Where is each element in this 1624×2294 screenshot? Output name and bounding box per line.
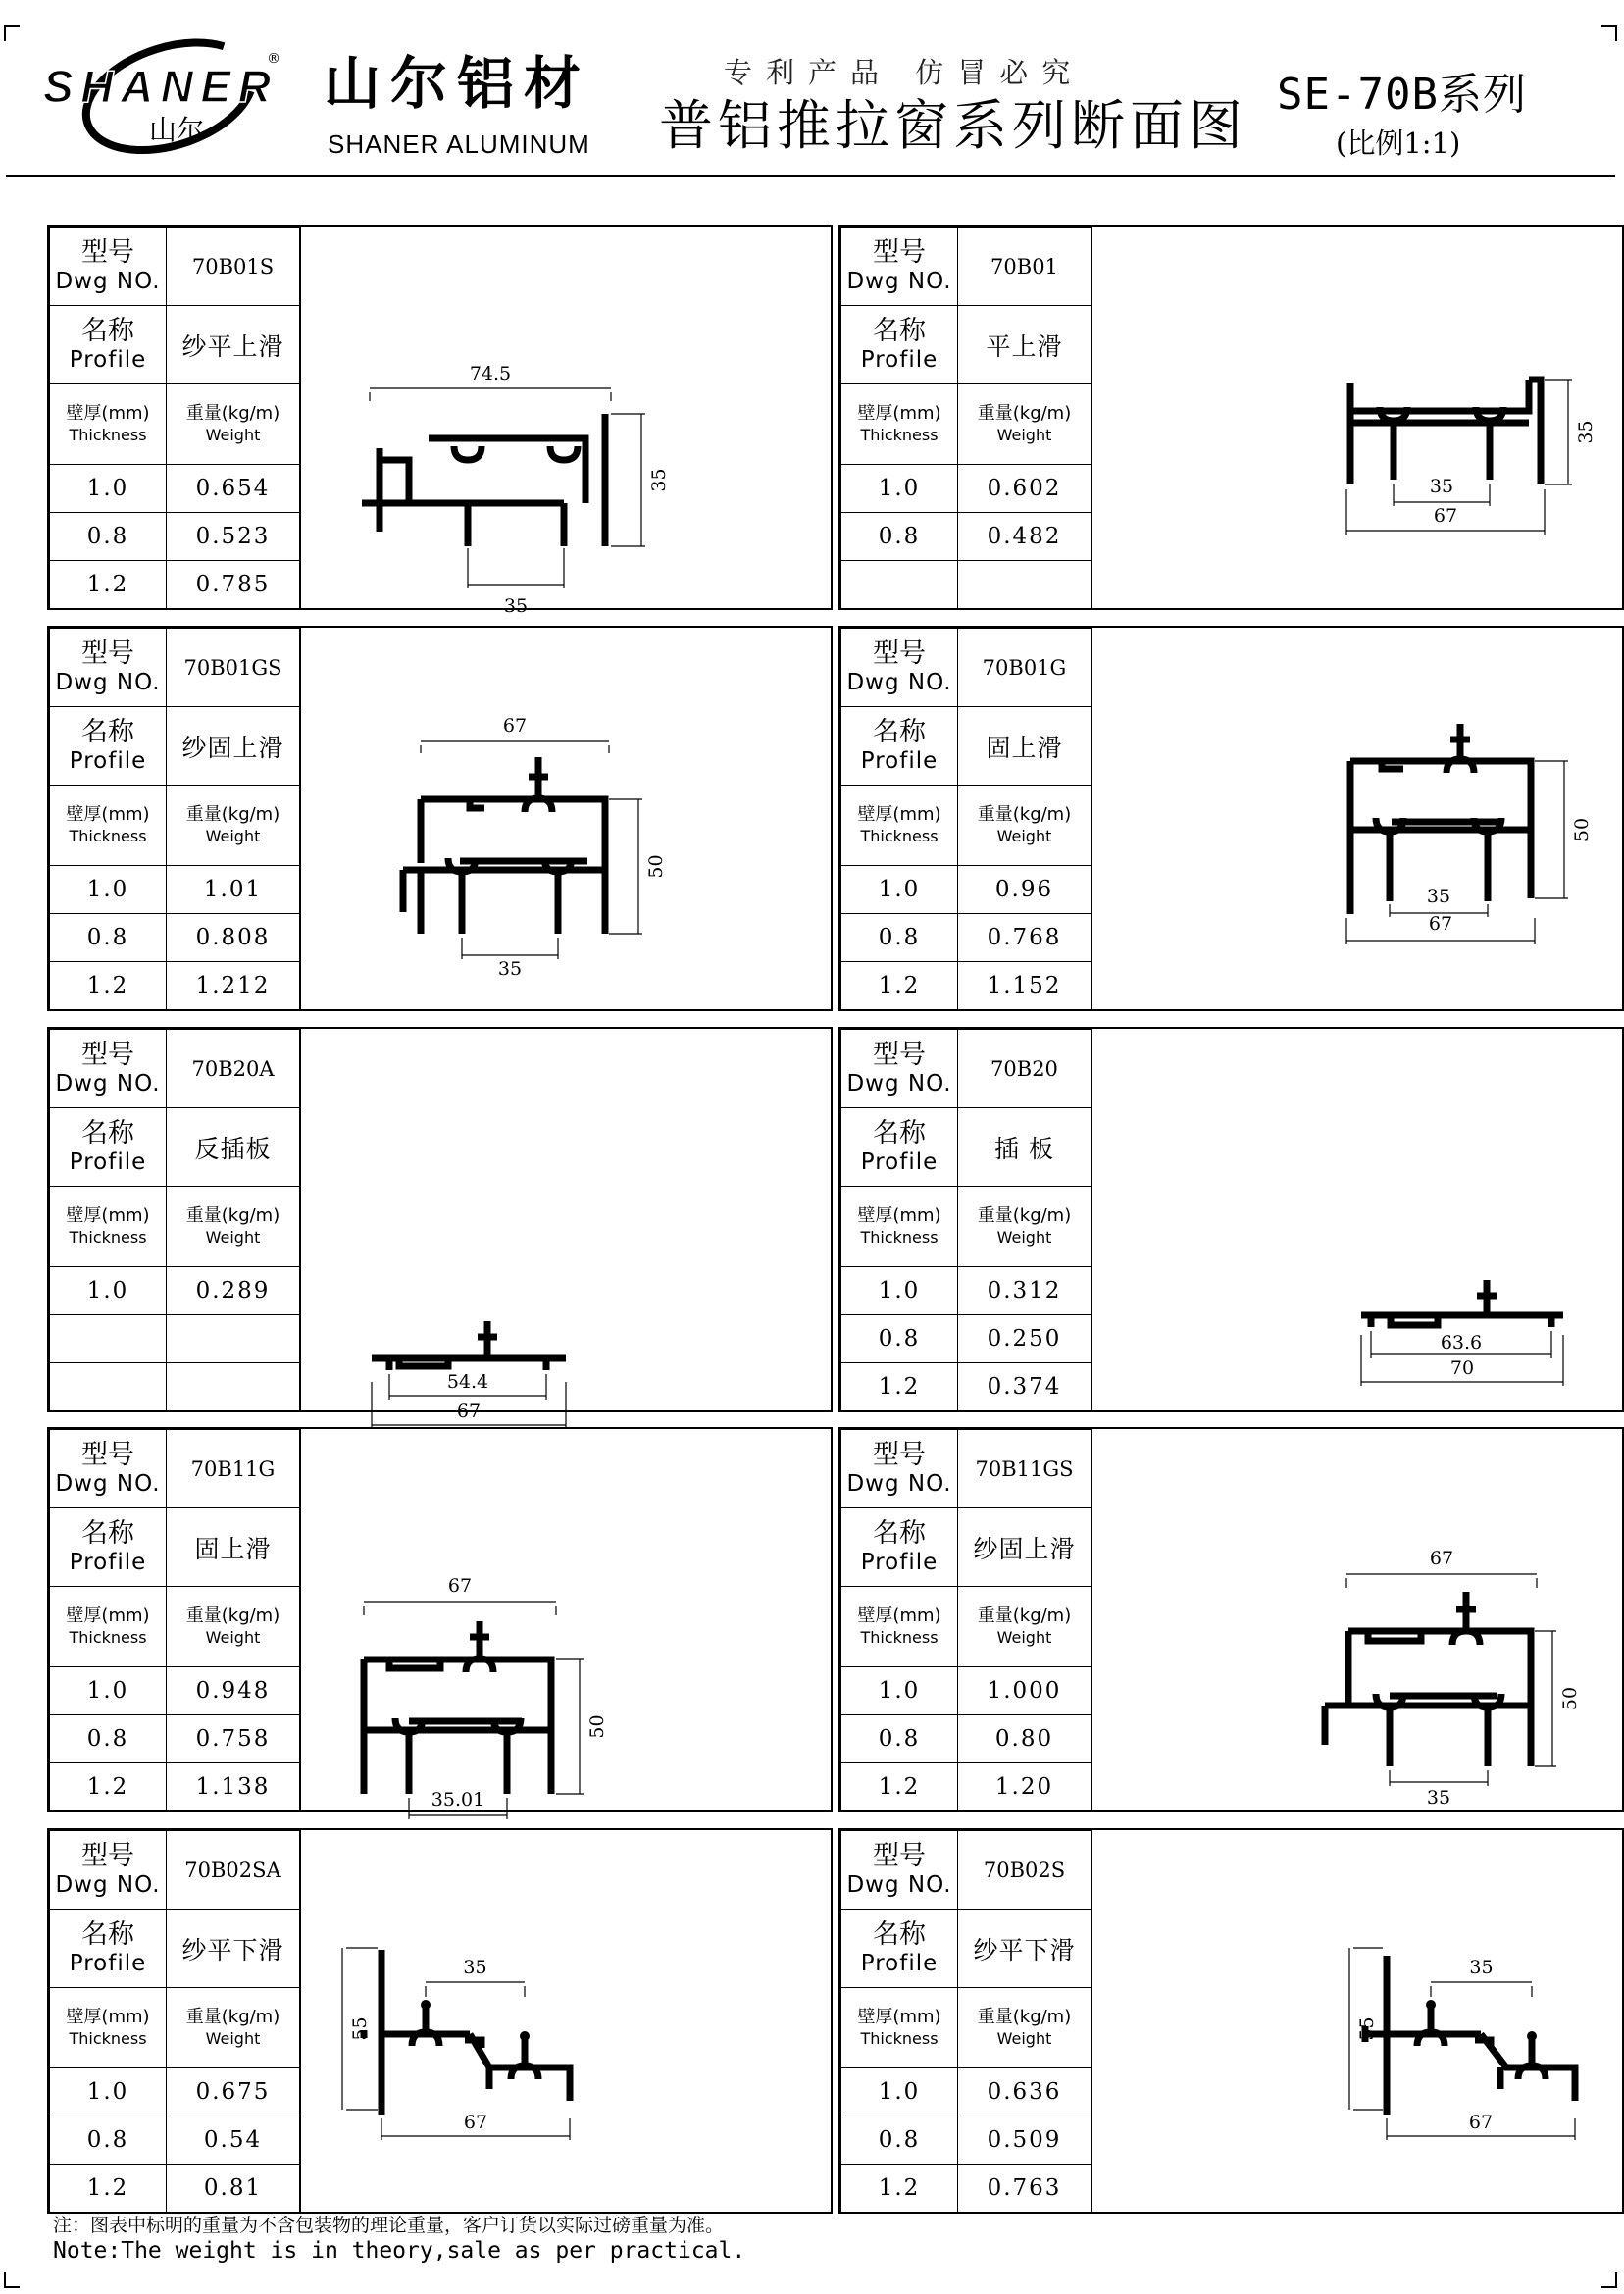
weight-value: 0.785 bbox=[167, 561, 301, 609]
dwg-number: 70B01 bbox=[990, 254, 1058, 279]
weight-value: 0.80 bbox=[958, 1715, 1092, 1763]
weight-value: 1.138 bbox=[167, 1763, 301, 1811]
weight-label-en: Weight bbox=[996, 1227, 1052, 1247]
dimension-label: 50 bbox=[1571, 817, 1593, 842]
dwg-label-en: Dwg NO. bbox=[846, 1871, 952, 1898]
profile-label-cn: 名称 bbox=[81, 716, 134, 747]
dwg-number: 70B02S bbox=[983, 1858, 1066, 1882]
dwg-label-cn: 型号 bbox=[81, 1840, 134, 1871]
thickness-value: 1.2 bbox=[50, 561, 167, 609]
spec-table bbox=[840, 227, 1092, 609]
dwg-label-cell bbox=[841, 629, 958, 707]
profile-label-cell bbox=[50, 707, 167, 786]
weight-value: 0.250 bbox=[958, 1315, 1092, 1363]
shaner-logo bbox=[39, 29, 279, 145]
dimension-label: 67 bbox=[1429, 1548, 1454, 1569]
thickness-value: 1.0 bbox=[841, 465, 958, 513]
weight-value: 0.763 bbox=[958, 2165, 1092, 2213]
scale-label: (比例1:1) bbox=[1336, 127, 1461, 160]
profile-card-70b01g bbox=[838, 626, 1624, 1011]
weight-value bbox=[167, 1315, 301, 1363]
thickness-value: 1.2 bbox=[50, 2165, 167, 2213]
weight-header-cell bbox=[167, 384, 301, 465]
dwg-label-cn: 型号 bbox=[81, 637, 134, 669]
profile-label-cn: 名称 bbox=[81, 1918, 134, 1950]
dwg-label-cell bbox=[50, 1430, 167, 1508]
dimension-label: 35 bbox=[648, 468, 670, 492]
dwg-label-cn: 型号 bbox=[81, 1039, 134, 1070]
thickness-header-cell bbox=[50, 1587, 167, 1667]
logo-registered-mark: ® bbox=[267, 51, 280, 67]
corner-mark-bottom-right bbox=[1601, 2272, 1617, 2288]
profile-value-cell bbox=[167, 306, 301, 384]
profile-name: 固上滑 bbox=[194, 1534, 272, 1563]
thickness-header-cell bbox=[841, 1187, 958, 1267]
thickness-header-cell bbox=[50, 786, 167, 866]
thickness-label-en: Thickness bbox=[860, 2028, 939, 2048]
dwg-number: 70B20A bbox=[191, 1056, 275, 1081]
thickness-value: 1.2 bbox=[841, 1763, 958, 1811]
dwg-label-cell bbox=[841, 1831, 958, 1910]
thickness-value: 1.0 bbox=[50, 1667, 167, 1715]
weight-value bbox=[167, 1363, 301, 1411]
thickness-value: 1.2 bbox=[841, 1363, 958, 1411]
thickness-value: 0.8 bbox=[50, 2116, 167, 2165]
dimension-label: 50 bbox=[1559, 1686, 1581, 1711]
profile-label-en: Profile bbox=[69, 1950, 147, 1976]
weight-label-en: Weight bbox=[205, 425, 261, 444]
dimension-label: 35 bbox=[1426, 886, 1451, 907]
profile-section-drawing bbox=[301, 628, 831, 1009]
profile-label-cell bbox=[50, 1508, 167, 1587]
profile-section-drawing bbox=[301, 1029, 831, 1422]
profile-value-cell bbox=[167, 1108, 301, 1187]
thickness-label-en: Thickness bbox=[69, 2028, 147, 2048]
thickness-label-en: Thickness bbox=[860, 1627, 939, 1647]
dwg-number: 70B02SA bbox=[184, 1858, 281, 1882]
dwg-label-cell bbox=[50, 629, 167, 707]
dwg-label-cn: 型号 bbox=[81, 236, 134, 268]
thickness-value: 0.8 bbox=[841, 914, 958, 962]
thickness-value bbox=[50, 1315, 167, 1363]
weight-label-cn: 重量(kg/m) bbox=[185, 2007, 280, 2028]
profile-label-cell bbox=[841, 1108, 958, 1187]
weight-value: 0.374 bbox=[958, 1363, 1092, 1411]
thickness-value: 0.8 bbox=[841, 2116, 958, 2165]
dimension-label: 67 bbox=[463, 2112, 488, 2133]
thickness-value: 1.2 bbox=[841, 962, 958, 1010]
weight-label-cn: 重量(kg/m) bbox=[977, 804, 1072, 826]
thickness-label-en: Thickness bbox=[860, 826, 939, 845]
weight-header-cell bbox=[958, 1187, 1092, 1267]
profile-label-cn: 名称 bbox=[81, 315, 134, 346]
weight-header-cell bbox=[167, 1187, 301, 1267]
profile-section-drawing bbox=[1092, 628, 1622, 1009]
weight-header-cell bbox=[958, 384, 1092, 465]
brand-name-cn: 山尔铝材 bbox=[324, 50, 591, 117]
dimension-label: 35 bbox=[1469, 1957, 1494, 1978]
slogan: 专利产品 仿冒必究 bbox=[724, 56, 1085, 89]
profile-name: 平上滑 bbox=[986, 331, 1063, 361]
dwg-label-en: Dwg NO. bbox=[846, 669, 952, 695]
thickness-header-cell bbox=[841, 384, 958, 465]
dwg-value-cell bbox=[167, 228, 301, 306]
thickness-label-cn: 壁厚(mm) bbox=[857, 403, 941, 425]
profile-label-en: Profile bbox=[860, 1148, 939, 1175]
profile-section-drawing bbox=[1092, 227, 1622, 608]
profile-section-drawing bbox=[1092, 1830, 1622, 2212]
thickness-label-en: Thickness bbox=[860, 425, 939, 444]
thickness-label-cn: 壁厚(mm) bbox=[66, 1606, 150, 1627]
weight-value: 0.948 bbox=[167, 1667, 301, 1715]
profile-label-en: Profile bbox=[69, 346, 147, 373]
profile-card-70b02s bbox=[838, 1828, 1624, 2214]
thickness-value: 0.8 bbox=[50, 1715, 167, 1763]
dwg-label-cn: 型号 bbox=[81, 1439, 134, 1470]
profile-name: 固上滑 bbox=[986, 733, 1063, 762]
thickness-value: 1.0 bbox=[841, 866, 958, 914]
profile-section-drawing bbox=[1092, 1429, 1622, 1810]
thickness-label-cn: 壁厚(mm) bbox=[66, 403, 150, 425]
dimension-label: 35 bbox=[1426, 1787, 1451, 1809]
dwg-value-cell bbox=[167, 629, 301, 707]
thickness-value: 1.0 bbox=[50, 465, 167, 513]
thickness-value bbox=[50, 1363, 167, 1411]
thickness-value: 1.2 bbox=[50, 962, 167, 1010]
profile-label-cell bbox=[50, 1910, 167, 1988]
profile-card-70b20 bbox=[838, 1027, 1624, 1412]
spec-table bbox=[49, 1029, 301, 1411]
profile-name: 插 板 bbox=[994, 1134, 1054, 1163]
thickness-value: 1.0 bbox=[841, 1267, 958, 1315]
dwg-label-cn: 型号 bbox=[873, 637, 926, 669]
profile-section-drawing bbox=[301, 1830, 831, 2212]
profile-label-cell bbox=[50, 1108, 167, 1187]
dwg-value-cell bbox=[167, 1030, 301, 1108]
thickness-value: 0.8 bbox=[841, 1315, 958, 1363]
weight-value: 0.312 bbox=[958, 1267, 1092, 1315]
thickness-value: 1.0 bbox=[841, 2068, 958, 2116]
dimension-label: 67 bbox=[1428, 913, 1453, 935]
dwg-value-cell bbox=[958, 1831, 1092, 1910]
weight-value: 1.20 bbox=[958, 1763, 1092, 1811]
dwg-label-en: Dwg NO. bbox=[846, 1070, 952, 1096]
thickness-label-cn: 壁厚(mm) bbox=[857, 2007, 941, 2028]
thickness-value bbox=[841, 561, 958, 609]
dimension-label: 67 bbox=[1433, 505, 1458, 527]
dwg-number: 70B01S bbox=[191, 254, 275, 279]
dimension-label: 35 bbox=[1575, 420, 1597, 444]
profile-label-en: Profile bbox=[860, 1950, 939, 1976]
weight-label-en: Weight bbox=[205, 1627, 261, 1647]
profile-name: 反插板 bbox=[194, 1134, 272, 1163]
thickness-value: 0.8 bbox=[50, 914, 167, 962]
weight-value: 0.808 bbox=[167, 914, 301, 962]
dimension-label: 63.6 bbox=[1440, 1332, 1483, 1353]
dimension-label: 35 bbox=[463, 1957, 487, 1978]
profile-label-cn: 名称 bbox=[873, 1918, 926, 1950]
spec-table bbox=[840, 628, 1092, 1010]
weight-label-en: Weight bbox=[996, 826, 1052, 845]
weight-label-cn: 重量(kg/m) bbox=[185, 403, 280, 425]
profile-label-cell bbox=[841, 1910, 958, 1988]
weight-value: 1.212 bbox=[167, 962, 301, 1010]
dimension-label: 35.01 bbox=[431, 1789, 485, 1810]
profile-value-cell bbox=[167, 1508, 301, 1587]
profile-name: 纱平下滑 bbox=[181, 1935, 284, 1964]
weight-value bbox=[958, 561, 1092, 609]
dwg-label-cn: 型号 bbox=[873, 1840, 926, 1871]
profile-section-drawing bbox=[301, 227, 831, 617]
thickness-label-en: Thickness bbox=[69, 1227, 147, 1247]
weight-header-cell bbox=[167, 1587, 301, 1667]
thickness-header-cell bbox=[841, 1988, 958, 2068]
thickness-label-en: Thickness bbox=[860, 1227, 939, 1247]
dwg-value-cell bbox=[958, 629, 1092, 707]
thickness-value: 1.2 bbox=[841, 2165, 958, 2213]
weight-label-cn: 重量(kg/m) bbox=[977, 1205, 1072, 1227]
profile-value-cell bbox=[958, 1508, 1092, 1587]
dimension-label: 70 bbox=[1449, 1357, 1475, 1379]
thickness-value: 0.8 bbox=[50, 513, 167, 561]
profile-name: 纱平上滑 bbox=[181, 331, 284, 361]
weight-label-en: Weight bbox=[205, 826, 261, 845]
thickness-value: 1.0 bbox=[50, 2068, 167, 2116]
weight-value: 0.482 bbox=[958, 513, 1092, 561]
profile-label-en: Profile bbox=[860, 1549, 939, 1575]
profile-name: 纱固上滑 bbox=[181, 733, 284, 762]
series-label: SE-70B系列 bbox=[1277, 70, 1527, 120]
thickness-header-cell bbox=[841, 786, 958, 866]
thickness-label-cn: 壁厚(mm) bbox=[66, 804, 150, 826]
weight-value: 0.768 bbox=[958, 914, 1092, 962]
thickness-value: 1.0 bbox=[841, 1667, 958, 1715]
dwg-label-cell bbox=[841, 1430, 958, 1508]
weight-value: 0.289 bbox=[167, 1267, 301, 1315]
dwg-value-cell bbox=[958, 1430, 1092, 1508]
spec-table bbox=[840, 1830, 1092, 2213]
logo-text: SHANER bbox=[43, 61, 271, 112]
weight-value: 1.01 bbox=[167, 866, 301, 914]
profile-label-en: Profile bbox=[69, 1148, 147, 1175]
weight-value: 0.81 bbox=[167, 2165, 301, 2213]
dimension-label: 50 bbox=[645, 854, 667, 879]
profile-card-70b02sa bbox=[47, 1828, 833, 2214]
weight-header-cell bbox=[958, 786, 1092, 866]
dimension-label: 35 bbox=[503, 595, 529, 617]
weight-label-cn: 重量(kg/m) bbox=[977, 2007, 1072, 2028]
weight-label-cn: 重量(kg/m) bbox=[185, 1606, 280, 1627]
weight-header-cell bbox=[958, 1988, 1092, 2068]
profile-card-70b11gs bbox=[838, 1427, 1624, 1812]
dimension-label: 67 bbox=[1468, 2112, 1494, 2133]
thickness-label-en: Thickness bbox=[69, 1627, 147, 1647]
spec-table bbox=[49, 1830, 301, 2213]
dwg-number: 70B11G bbox=[190, 1456, 276, 1481]
dimension-label: 55 bbox=[1356, 2016, 1378, 2041]
dwg-number: 70B01G bbox=[982, 655, 1067, 680]
dimension-label: 67 bbox=[456, 1401, 482, 1422]
dimension-label: 55 bbox=[349, 2016, 371, 2041]
profile-label-cell bbox=[50, 306, 167, 384]
weight-label-en: Weight bbox=[996, 425, 1052, 444]
dwg-label-en: Dwg NO. bbox=[55, 268, 161, 294]
weight-header-cell bbox=[167, 786, 301, 866]
weight-label-en: Weight bbox=[996, 1627, 1052, 1647]
thickness-label-cn: 壁厚(mm) bbox=[66, 1205, 150, 1227]
dwg-label-cell bbox=[50, 228, 167, 306]
spec-table bbox=[49, 1429, 301, 1811]
thickness-value: 1.0 bbox=[50, 1267, 167, 1315]
profile-name: 纱平下滑 bbox=[973, 1935, 1076, 1964]
dwg-label-en: Dwg NO. bbox=[55, 1070, 161, 1096]
profile-label-cn: 名称 bbox=[873, 716, 926, 747]
dwg-label-cn: 型号 bbox=[873, 1439, 926, 1470]
thickness-header-cell bbox=[50, 384, 167, 465]
dwg-label-en: Dwg NO. bbox=[55, 669, 161, 695]
profile-label-cn: 名称 bbox=[81, 1517, 134, 1549]
weight-value: 0.636 bbox=[958, 2068, 1092, 2116]
thickness-header-cell bbox=[50, 1988, 167, 2068]
dwg-number: 70B20 bbox=[990, 1056, 1058, 1081]
thickness-label-cn: 壁厚(mm) bbox=[857, 1205, 941, 1227]
profile-label-cell bbox=[841, 306, 958, 384]
dwg-value-cell bbox=[958, 1030, 1092, 1108]
profile-value-cell bbox=[958, 707, 1092, 786]
dwg-number: 70B11GS bbox=[975, 1456, 1074, 1481]
weight-header-cell bbox=[958, 1587, 1092, 1667]
thickness-value: 1.0 bbox=[50, 866, 167, 914]
weight-label-en: Weight bbox=[205, 2028, 261, 2048]
page-header bbox=[0, 0, 1621, 177]
weight-value: 0.96 bbox=[958, 866, 1092, 914]
footnote-cn: 注：图表中标明的重量为不含包装物的理论重量，客户订货以实际过磅重量为准。 bbox=[53, 2215, 725, 2236]
profile-card-70b11g bbox=[47, 1427, 833, 1812]
dimension-label: 35 bbox=[1429, 476, 1454, 497]
thickness-value: 0.8 bbox=[841, 1715, 958, 1763]
dwg-number: 70B01GS bbox=[183, 655, 282, 680]
weight-label-en: Weight bbox=[205, 1227, 261, 1247]
dwg-value-cell bbox=[167, 1831, 301, 1910]
profile-card-70b01s bbox=[47, 225, 833, 617]
weight-value: 0.654 bbox=[167, 465, 301, 513]
dimension-label: 54.4 bbox=[446, 1371, 489, 1393]
dwg-label-cell bbox=[50, 1831, 167, 1910]
weight-value: 0.602 bbox=[958, 465, 1092, 513]
profile-value-cell bbox=[167, 1910, 301, 1988]
brand-name-en: SHANER ALUMINUM bbox=[328, 129, 590, 159]
weight-label-cn: 重量(kg/m) bbox=[185, 804, 280, 826]
profile-value-cell bbox=[167, 707, 301, 786]
dwg-label-cell bbox=[841, 228, 958, 306]
weight-value: 0.54 bbox=[167, 2116, 301, 2165]
profile-card-70b01gs bbox=[47, 626, 833, 1011]
dwg-label-cell bbox=[841, 1030, 958, 1108]
spec-table bbox=[49, 227, 301, 609]
dwg-label-en: Dwg NO. bbox=[55, 1470, 161, 1497]
logo-cn: 山尔 bbox=[149, 114, 205, 146]
profile-label-en: Profile bbox=[69, 1549, 147, 1575]
profile-label-en: Profile bbox=[69, 747, 147, 774]
profile-card-70b20a bbox=[47, 1027, 833, 1422]
dwg-label-en: Dwg NO. bbox=[846, 268, 952, 294]
weight-label-en: Weight bbox=[996, 2028, 1052, 2048]
thickness-header-cell bbox=[841, 1587, 958, 1667]
dimension-label: 67 bbox=[447, 1575, 473, 1597]
dwg-label-en: Dwg NO. bbox=[846, 1470, 952, 1497]
profile-label-en: Profile bbox=[860, 346, 939, 373]
thickness-label-en: Thickness bbox=[69, 425, 147, 444]
weight-label-cn: 重量(kg/m) bbox=[185, 1205, 280, 1227]
profile-label-cn: 名称 bbox=[873, 1117, 926, 1148]
dwg-label-cn: 型号 bbox=[873, 236, 926, 268]
dwg-value-cell bbox=[167, 1430, 301, 1508]
profile-label-cn: 名称 bbox=[81, 1117, 134, 1148]
thickness-label-cn: 壁厚(mm) bbox=[857, 804, 941, 826]
profile-section-drawing bbox=[301, 1429, 831, 1810]
spec-table bbox=[49, 628, 301, 1010]
weight-value: 1.000 bbox=[958, 1667, 1092, 1715]
weight-value: 0.523 bbox=[167, 513, 301, 561]
profile-label-en: Profile bbox=[860, 747, 939, 774]
thickness-label-cn: 壁厚(mm) bbox=[66, 2007, 150, 2028]
weight-header-cell bbox=[167, 1988, 301, 2068]
dwg-label-cell bbox=[50, 1030, 167, 1108]
footnote-en: Note:The weight is in theory,sale as per practical. bbox=[53, 2238, 746, 2264]
spec-table bbox=[840, 1029, 1092, 1411]
profile-card-70b01 bbox=[838, 225, 1624, 610]
spec-table bbox=[840, 1429, 1092, 1811]
dimension-label: 74.5 bbox=[469, 363, 512, 384]
dimension-label: 67 bbox=[502, 715, 528, 737]
profile-label-cell bbox=[841, 1508, 958, 1587]
weight-value: 0.758 bbox=[167, 1715, 301, 1763]
page-title: 普铝推拉窗系列断面图 bbox=[659, 94, 1248, 157]
weight-label-cn: 重量(kg/m) bbox=[977, 403, 1072, 425]
thickness-label-en: Thickness bbox=[69, 826, 147, 845]
dwg-label-en: Dwg NO. bbox=[55, 1871, 161, 1898]
header-rule bbox=[6, 175, 1615, 177]
profile-value-cell bbox=[958, 1108, 1092, 1187]
dwg-label-cn: 型号 bbox=[873, 1039, 926, 1070]
weight-value: 0.675 bbox=[167, 2068, 301, 2116]
weight-value: 0.509 bbox=[958, 2116, 1092, 2165]
dimension-label: 35 bbox=[497, 958, 523, 980]
profile-label-cn: 名称 bbox=[873, 315, 926, 346]
thickness-label-cn: 壁厚(mm) bbox=[857, 1606, 941, 1627]
thickness-header-cell bbox=[50, 1187, 167, 1267]
dimension-label: 50 bbox=[586, 1714, 608, 1739]
weight-label-cn: 重量(kg/m) bbox=[977, 1606, 1072, 1627]
profile-label-cell bbox=[841, 707, 958, 786]
corner-mark-bottom-left bbox=[4, 2272, 20, 2288]
thickness-value: 1.2 bbox=[50, 1763, 167, 1811]
weight-value: 1.152 bbox=[958, 962, 1092, 1010]
profile-label-cn: 名称 bbox=[873, 1517, 926, 1549]
profile-name: 纱固上滑 bbox=[973, 1534, 1076, 1563]
profile-value-cell bbox=[958, 306, 1092, 384]
profile-value-cell bbox=[958, 1910, 1092, 1988]
thickness-value: 0.8 bbox=[841, 513, 958, 561]
dwg-value-cell bbox=[958, 228, 1092, 306]
profile-section-drawing bbox=[1092, 1029, 1622, 1410]
